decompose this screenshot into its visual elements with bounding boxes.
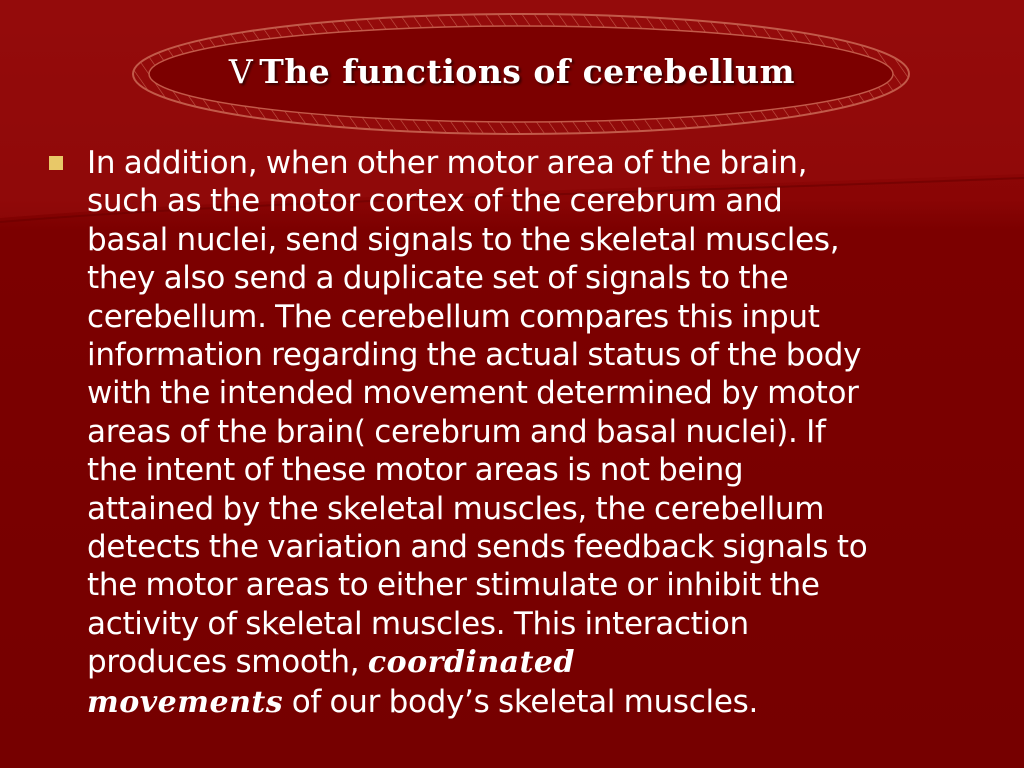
bullet-square-icon: [49, 156, 63, 170]
emphasis-movements: movements: [87, 684, 284, 720]
paragraph-text: produces smooth,: [87, 644, 368, 681]
slide-title: [0, 52, 1024, 91]
paragraph-text: of our body’s skeletal muscles.: [283, 683, 759, 720]
paragraph-line: detects the variation and sends feedback signals to: [87, 529, 868, 566]
title-text: The functions of cerebellum: [259, 52, 796, 91]
paragraph-line: such as the motor cortex of the cerebrum and: [87, 183, 783, 220]
paragraph-line: [87, 643, 1007, 682]
paragraph-line: areas of the brain( cerebrum and basal nuclei). If: [87, 413, 826, 450]
paragraph-line: [87, 683, 1007, 722]
paragraph-line: In addition, when other motor area of the brain,: [87, 145, 808, 181]
bullet-paragraph: [87, 144, 1007, 722]
paragraph-line: with the intended movement determined by motor: [87, 375, 859, 412]
paragraph-line: the motor areas to either stimulate or inhibit the: [87, 567, 820, 604]
paragraph-line: activity of skeletal muscles. This interaction: [87, 605, 749, 642]
paragraph-line: attained by the skeletal muscles, the cerebellum: [87, 490, 825, 527]
paragraph-line: basal nuclei, send signals to the skeletal muscles,: [87, 221, 840, 258]
emphasis-coordinated: coordinated: [367, 645, 575, 681]
paragraph-line: cerebellum. The cerebellum compares this input: [87, 298, 820, 335]
paragraph-line: information regarding the actual status of the body: [87, 337, 862, 374]
paragraph-line: they also send a duplicate set of signals to the: [87, 260, 789, 297]
paragraph-line: the intent of these motor areas is not being: [87, 452, 744, 489]
title-numeral: Ⅴ: [228, 52, 254, 91]
